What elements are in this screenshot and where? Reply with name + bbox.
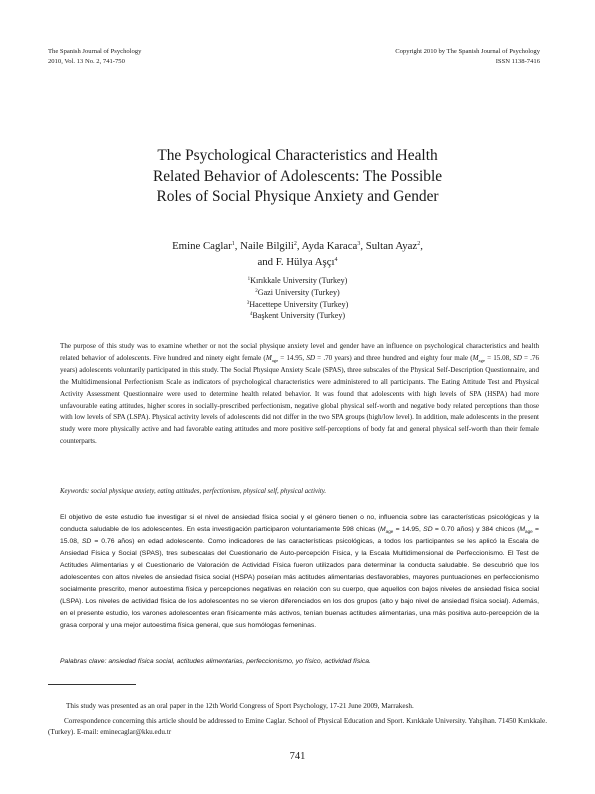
title-line: Roles of Social Physique Anxiety and Gender — [156, 188, 439, 205]
affiliation-text: Hacettepe University (Turkey) — [249, 299, 349, 309]
copyright-notice: Copyright 2010 by The Spanish Journal of Psychology — [395, 48, 540, 55]
resumen-text: = 15.08, — [60, 526, 539, 545]
affiliation-number: 4 — [249, 312, 253, 318]
resumen-text: El objetivo de este estudio fue investigar si el nivel de ansiedad física social y el género tienen o no, influencia sobre las características psicológicas y la conducta saludable de los adolescentes. En esta investigación participaron voluntariamente 598 chicas ( — [60, 514, 539, 533]
running-header-right — [395, 47, 540, 66]
mean-symbol: M — [265, 353, 272, 362]
author-list — [0, 239, 595, 270]
author-affiliation-mark: 1 — [231, 241, 235, 247]
author-affiliation-mark: 3 — [357, 241, 361, 247]
abstract-text: = 15.08, — [484, 353, 514, 362]
mean-symbol: M — [472, 353, 479, 362]
author-separator: , — [234, 240, 241, 252]
paper-title — [0, 146, 595, 208]
affiliation-list — [0, 275, 595, 322]
abstract-text: = .76 years) adolescents voluntarily participated in this study. The Social Physique Anxiety Scale (SPAS), three subscales of the Physical Self-Description Questionnaire, and the Multidimensional Perfectionism Scale as indicators of psychological characteristics were administered to all participants. The Eating Attitude Test and Physical Activity Assessment Questionnaire were used to determine health related behavior. It was found that adolescents with high levels of SPA (HSPA) had more unfavourable eating attitudes, higher scores in socially-prescribed perfectionism, negative global physical self-worth and negative body related perceptions than those with low levels of SPA (LSPA). Physical activity levels of adolescents did not differ in the two SPA groups (high/low level). In addition, male adolescents in the present study were more physically active and had favorable eating attitudes and more positive self-perceptions of body fat and general physical self-worth than their female counterparts. — [60, 353, 540, 446]
affiliation — [0, 299, 595, 311]
footnote-correspondence: Correspondence concerning this article should be addressed to Emine Caglar. School of Physical Education and Sport. Kırıkkale University. Yahşihan. 71450 Kırıkkale. (Turkey). E-mail: eminecaglar@kku.edu.tr — [48, 717, 547, 736]
author-separator: , — [420, 240, 423, 252]
author-name: Ayda Karaca — [301, 240, 358, 252]
affiliation-text: Başkent University (Turkey) — [252, 311, 346, 321]
sd-symbol: SD — [306, 353, 316, 362]
sd-symbol: SD — [81, 538, 92, 545]
footnote-presentation: This study was presented as an oral paper in the 12th World Congress of Sport Psychology, 17-21 June 2009, Marrakesh. — [66, 702, 414, 710]
running-header-left — [48, 47, 141, 66]
affiliation — [0, 310, 595, 322]
abstract-english — [60, 341, 539, 448]
mean-symbol: M — [379, 526, 386, 533]
affiliation-text: Kırıkkale University (Turkey) — [250, 276, 348, 285]
issn: ISSN 1138-7416 — [495, 57, 540, 65]
affiliation — [0, 287, 595, 299]
author-affiliation-mark: 4 — [334, 256, 338, 263]
mean-subscript: age — [385, 529, 394, 534]
sd-symbol: SD — [513, 353, 522, 362]
author-separator: , — [360, 240, 366, 252]
title-line: Related Behavior of Adolescents: The Possible — [152, 167, 443, 185]
sd-symbol: SD — [423, 526, 433, 533]
abstract-text: The purpose of this study was to examine whether or not the social physique anxiety level and gender have an influence on psychological characteristics and health related behavior of adolescents. Five hundred and ninety eight female ( — [60, 342, 539, 362]
affiliation-number: 1 — [247, 277, 251, 282]
page-number: 741 — [289, 751, 306, 762]
mean-subscript: age — [525, 529, 533, 534]
journal-name: The Spanish Journal of Psychology — [48, 48, 142, 55]
affiliation — [0, 275, 595, 287]
title-line: The Psychological Characteristics and Health — [157, 147, 438, 164]
mean-subscript: age — [478, 357, 485, 363]
keywords-english: Keywords: social physique anxiety, eating attitudes, perfectionism, physical self, physical activity. — [60, 488, 327, 495]
mean-subscript: age — [271, 357, 279, 363]
abstract-text: = 14.95, — [278, 353, 307, 362]
resumen-text: = 0.70 años) y 384 chicos ( — [432, 526, 520, 533]
mean-symbol: M — [519, 526, 526, 533]
author-separator: , — [296, 240, 302, 252]
author-name: Emine Caglar — [172, 240, 232, 252]
journal-citation: 2010, Vol. 13 No. 2, 741-750 — [48, 57, 125, 65]
footnote-divider — [48, 684, 136, 685]
author-line — [0, 255, 595, 271]
abstract-spanish — [60, 512, 539, 632]
resumen-text: = 0.76 años) en edad adolescente. Como indicadores de las características psicológicas, a todos los participantes se les aplicó la Escala de Ansiedad Física y Social (SPAS), tres subescalas del Cuestionario de Auto-percepción Física, y la Escala Multidimensional de Perfeccionismo. El Test de Actitudes Alimentarias y el Cuestionario de Valoración de Actividad Física fueron utilizados para determinar la conducta saludable. Se descubrió que los adolescentes con altos niveles de ansiedad física social (HSPA) poseían más actitudes alimentarias desfavorables, mayores puntuaciones en perfeccionismo socialmente prescrito, menor autoestima física y percepciones negativas en relación con su cuerpo, que aquellos con bajos niveles de ansiedad física social (LSPA). Los niveles de actividad física de los adolescentes no se vieron diferenciados en los dos grupos (alto y bajo nivel de ansiedad física social). Además, en el presente estudio, los varones adolescentes eran físicamente más activos, tenían buenas actitudes alimentarias, una más positiva auto-percepción de la grasa corporal y una mejor autoestima física general, que sus homólogas femeninas. — [60, 538, 539, 629]
author-name: and F. Hülya Aşçı — [257, 255, 335, 268]
affiliation-number: 2 — [255, 288, 258, 294]
resumen-text: = 14.95, — [393, 526, 424, 533]
author-line — [0, 239, 595, 255]
author-affiliation-mark: 2 — [417, 241, 421, 247]
abstract-text: = .70 years) and three hundred and eighty four male ( — [315, 353, 473, 362]
keywords-spanish: Palabras clave: ansiedad física social, actitudes alimentarias, perfeccionismo, yo físico, actividad física. — [60, 658, 371, 665]
author-affiliation-mark: 2 — [293, 241, 297, 247]
author-name: Naile Bilgili — [240, 240, 294, 252]
affiliation-text: Gazi University (Turkey) — [257, 287, 340, 297]
author-name: Sultan Ayaz — [365, 240, 418, 252]
affiliation-number: 3 — [246, 300, 250, 306]
